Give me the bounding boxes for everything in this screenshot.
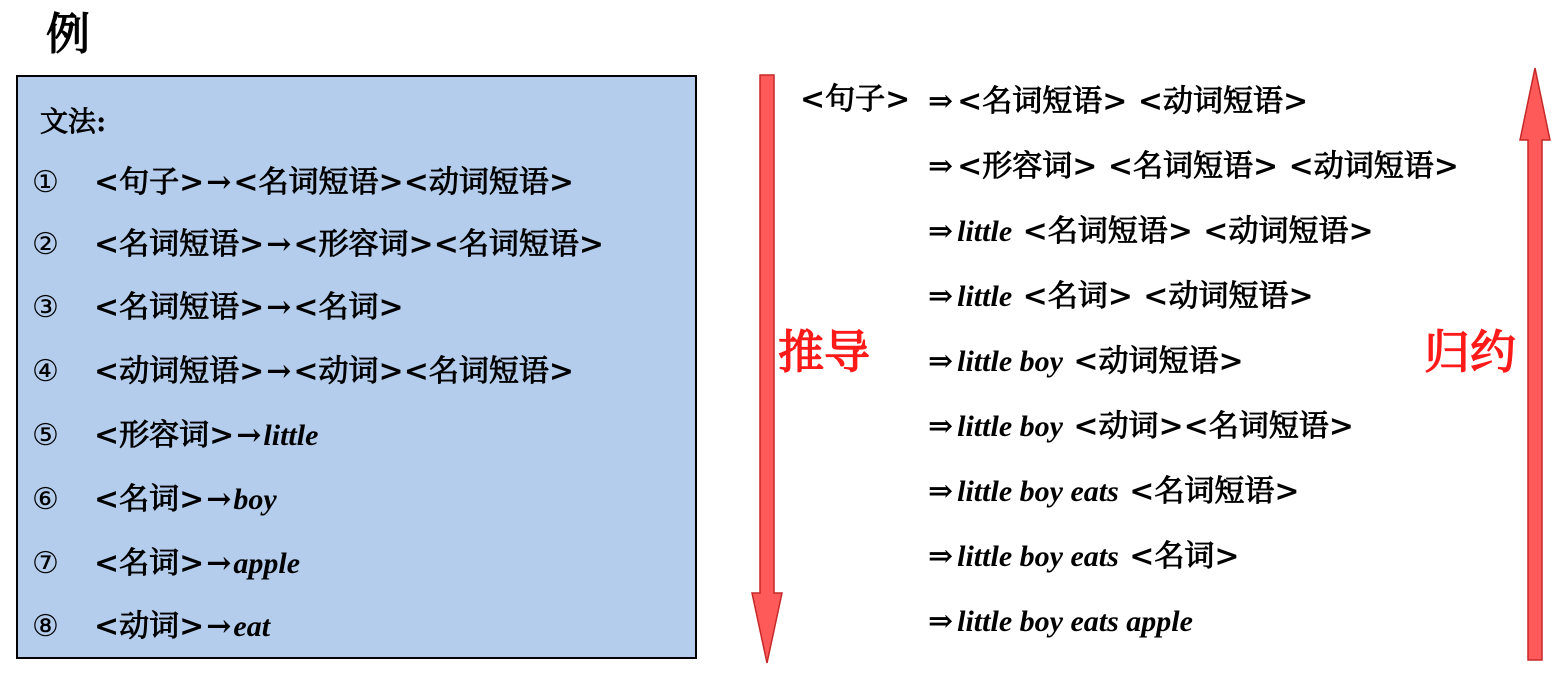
derivation-terminals: little boy (957, 410, 1063, 443)
derivation-step (928, 539, 1240, 575)
rule-arrow: → (236, 418, 262, 453)
reduce-label: 归约 (1424, 325, 1516, 379)
derivation-nonterminals: <名词短语> <动词短语> (1012, 214, 1374, 249)
rule-number: ⑤ (32, 418, 59, 453)
rule-number: ① (32, 165, 59, 200)
derivation-terminals: little boy eats (957, 475, 1119, 508)
rule-number: ③ (32, 290, 59, 325)
rule-arrow: → (206, 165, 232, 200)
derivation-arrow: ⇒ (928, 604, 954, 639)
derivation-nonterminals: <动词><名词短语> (1062, 409, 1354, 444)
rule-number: ⑦ (32, 546, 59, 581)
rule-rhs: <名词> (293, 290, 404, 325)
rule-lhs: <形容词> (94, 418, 235, 453)
grammar-rule (32, 354, 574, 390)
derivation-step (928, 604, 1193, 640)
derivation-nonterminals: <名词> (1118, 539, 1240, 574)
grammar-rule (32, 227, 604, 263)
rule-number: ④ (32, 354, 59, 389)
derivation-terminals: little boy (957, 345, 1063, 378)
derivation-nonterminals: <形容词> <名词短语> <动词短语> (957, 149, 1459, 184)
derivation-step (928, 214, 1374, 250)
rule-rhs: <名词短语><动词短语> (233, 165, 574, 200)
rule-lhs: <句子> (94, 165, 205, 200)
derivation-terminals: little (957, 280, 1013, 313)
derivation-nonterminals: <名词短语> (1118, 474, 1300, 509)
grammar-rule (32, 165, 574, 201)
derivation-step (928, 409, 1354, 445)
rule-number: ⑧ (32, 609, 59, 644)
rule-arrow: → (266, 227, 292, 262)
derivation-arrow: ⇒ (928, 409, 954, 444)
grammar-rule (32, 290, 404, 326)
derivation-terminals: little (957, 215, 1013, 248)
derivation-arrow: ⇒ (928, 474, 954, 509)
rule-lhs: <名词短语> (94, 290, 265, 325)
reduce-up-arrow (1518, 68, 1552, 662)
derivation-step (928, 344, 1244, 380)
rule-arrow: → (206, 482, 232, 517)
rule-lhs: <动词> (94, 609, 205, 644)
rule-lhs: <名词> (94, 482, 205, 517)
rule-arrow: → (206, 546, 232, 581)
derivation-terminals: little boy eats apple (957, 605, 1193, 638)
rule-lhs: <动词短语> (94, 354, 265, 389)
rule-arrow: → (206, 609, 232, 644)
rule-rhs: apple (233, 547, 301, 580)
grammar-heading: 文法: (40, 105, 107, 138)
grammar-rule (32, 609, 270, 645)
slide-title: 例 (46, 9, 90, 60)
derivation-start-symbol: <句子> (800, 82, 911, 117)
rule-rhs: <形容词><名词短语> (293, 227, 604, 262)
derive-label: 推导 (778, 325, 870, 379)
derivation-arrow: ⇒ (928, 149, 954, 184)
grammar-rule (32, 482, 277, 518)
derivation-arrow: ⇒ (928, 84, 954, 119)
rule-number: ② (32, 227, 59, 262)
derivation-step (928, 84, 1308, 120)
rule-lhs: <名词短语> (94, 227, 265, 262)
rule-lhs: <名词> (94, 546, 205, 581)
derivation-terminals: little boy eats (957, 540, 1119, 573)
derivation-step (928, 149, 1459, 185)
rule-number: ⑥ (32, 482, 59, 517)
grammar-box (16, 75, 697, 659)
rule-rhs: <动词><名词短语> (293, 354, 574, 389)
grammar-rule (32, 546, 300, 582)
derivation-arrow: ⇒ (928, 539, 954, 574)
derivation-arrow: ⇒ (928, 214, 954, 249)
derivation-step (928, 474, 1300, 510)
rule-arrow: → (266, 354, 292, 389)
derivation-nonterminals: <名词短语> <动词短语> (957, 84, 1309, 119)
derivation-arrow: ⇒ (928, 344, 954, 379)
grammar-rule (32, 418, 318, 454)
derivation-arrow: ⇒ (928, 279, 954, 314)
rule-rhs: little (263, 419, 319, 452)
rule-arrow: → (266, 290, 292, 325)
derivation-nonterminals: <动词短语> (1062, 344, 1244, 379)
derivation-step (928, 279, 1314, 315)
derivation-nonterminals: <名词> <动词短语> (1012, 279, 1314, 314)
rule-rhs: eat (233, 610, 271, 643)
rule-rhs: boy (233, 483, 277, 516)
